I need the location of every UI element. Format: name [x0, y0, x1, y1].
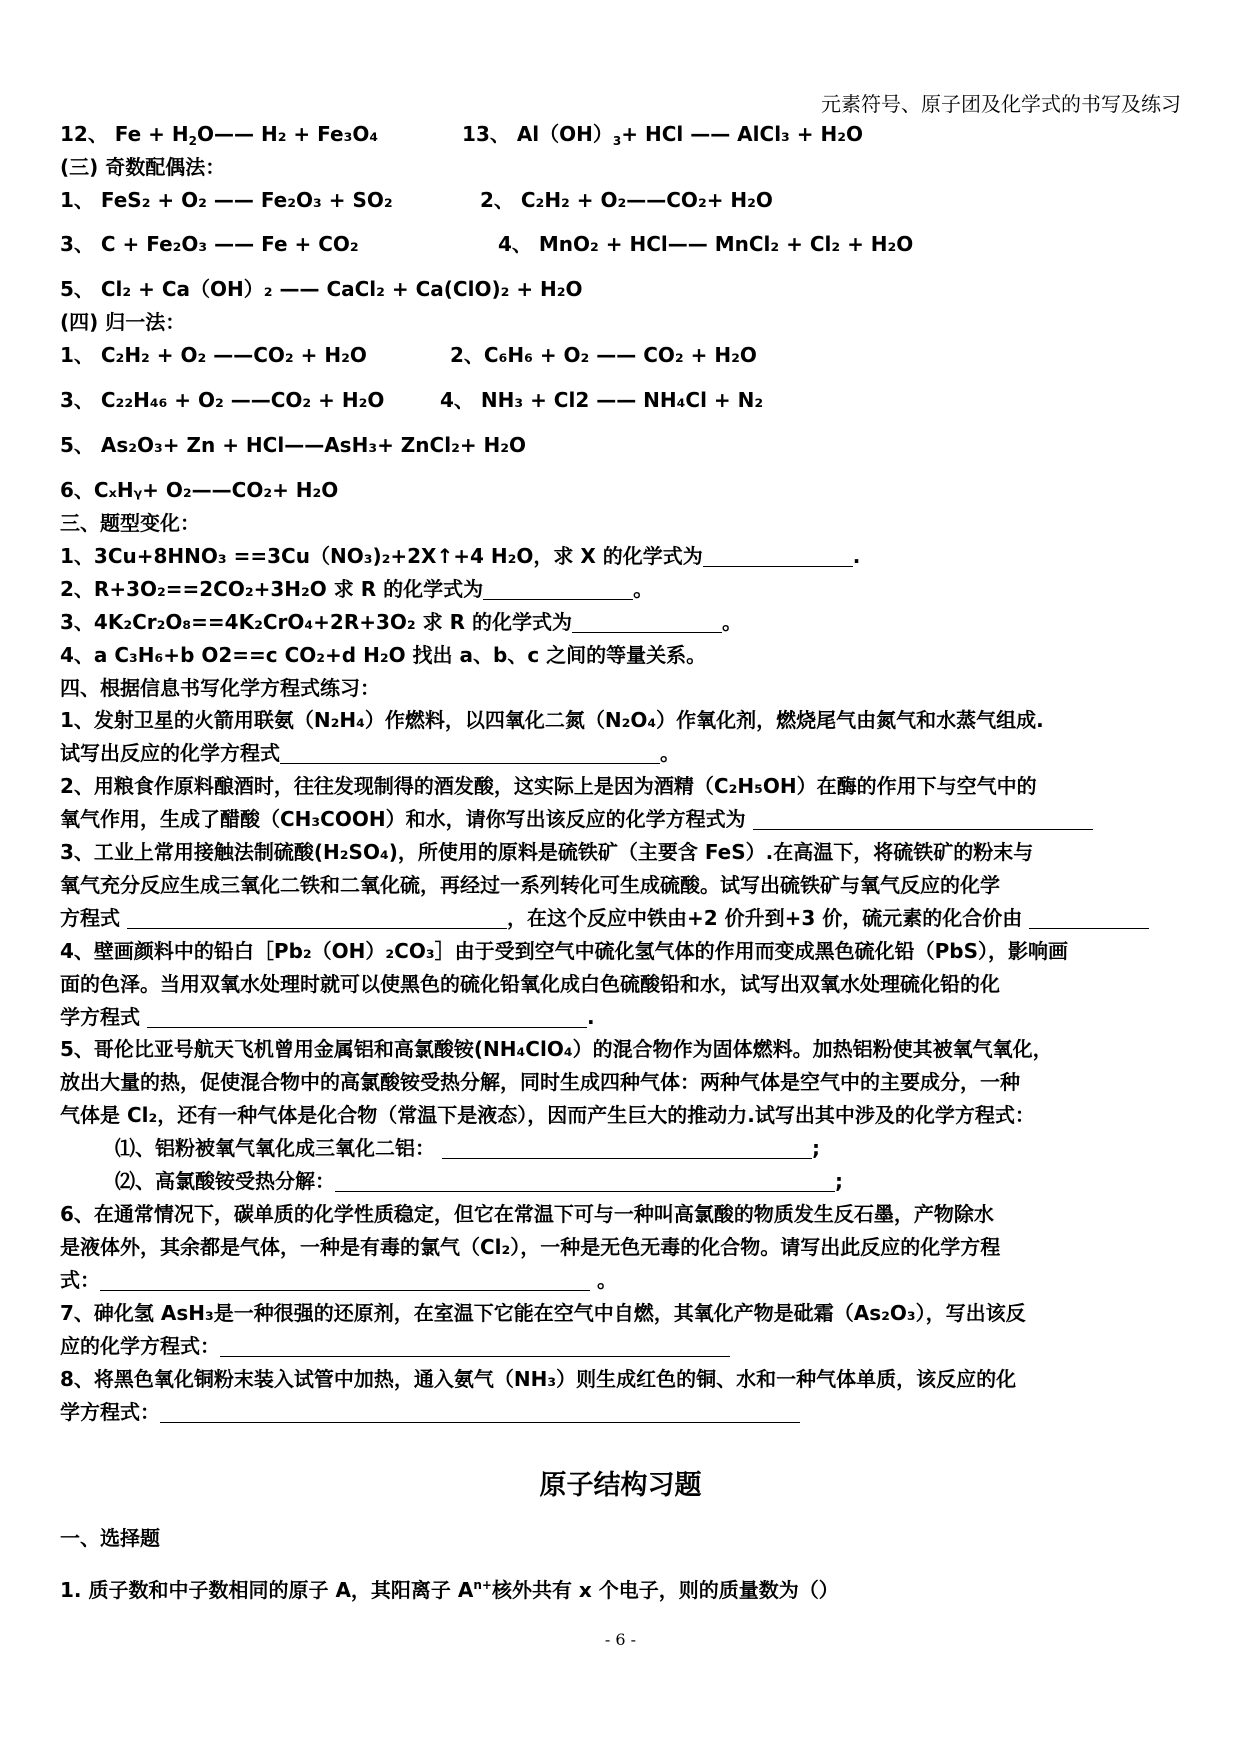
answer-blank[interactable]: [127, 908, 507, 929]
equation-line-12-13: 12、 $Fe + H_2O——$ H₂ + Fe₃O₄ 13、 $Al(OH)_3+$ HCl —— AlCl₃ + H₂O: [60, 122, 863, 148]
info-question-5: 5、哥伦比亚号航天飞机曾用金属铝和高氯酸铵(NH₄ClO₄）的混合物作为固体燃料。加热铝粉使其被氧气氧化， 放出大量的热，促使混合物中的高氯酸铵受热分解，同时生成四种气体：两种气体是空气中的主要成分，一种 气体是 Cl₂，还有一种气体是化合物（常温下是液态），因而产生巨大的推动力.试写出其中涉及的化学方程式： ⑴、铝粉被氧气氧化成三氧化二铝： ; ⑵、高氯酸铵受热分解： ;: [60, 1033, 1220, 1198]
eq-norm-3: 3、 C₂₂H₄₆ + O₂ ——CO₂ + H₂O: [60, 388, 385, 412]
running-header: 元素符号、原子团及化学式的书写及练习: [821, 92, 1181, 116]
page-number: - 6 -: [604, 1630, 637, 1649]
info-q6-line1: 6、在通常情况下，碳单质的化学性质稳定，但它在常温下可与一种叫高氯酸的物质发生反石墨，产物除水: [60, 1202, 994, 1226]
section-title: 原子结构习题: [539, 1470, 702, 1501]
eq-13-start: 13、 Al（OH）: [462, 122, 613, 146]
eq-12-start: 12、 Fe + H: [60, 122, 189, 146]
answer-blank[interactable]: [100, 1270, 590, 1291]
eq-odd-4: 4、 MnO₂ + HCl—— MnCl₂ + Cl₂ + H₂O: [498, 232, 914, 256]
answer-blank[interactable]: [442, 1138, 812, 1159]
info-q7-line1: 7、砷化氢 AsH₃是一种很强的还原剂，在室温下它能在空气中自燃，其氧化产物是砒霜（As₂O₃），写出该反: [60, 1301, 1026, 1325]
info-q4-line3: 学方程式: [60, 1005, 140, 1029]
section-variation: 三、题型变化：: [60, 511, 200, 535]
info-q1-line1: 1、发射卫星的火箭用联氨（N₂H₄）作燃料，以四氧化二氮（N₂O₄）作氧化剂，燃烧尾气由氮气和水蒸气组成.: [60, 708, 1044, 732]
variation-q4: 4、a C₃H₆+b O2==c CO₂+d H₂O 找出 a、b、c 之间的等量关系。: [60, 643, 707, 667]
answer-blank[interactable]: [1029, 908, 1149, 929]
eq-norm-2: 2、C₆H₆ + O₂ —— CO₂ + H₂O: [450, 343, 757, 367]
variation-q3-text: 3、4K₂Cr₂O₈==4K₂CrO₄+2R+3O₂ 求 R 的化学式为: [60, 610, 572, 634]
choice-question-1: [60, 1578, 839, 1602]
section-info-equations: 四、根据信息书写化学方程式练习：: [60, 676, 380, 700]
info-q4-line2: 面的色泽。当用双氧水处理时就可以使黑色的硫化铅氧化成白色硫酸铅和水，试写出双氧水处理硫化铅的化: [60, 972, 1000, 996]
section-odd-even: (三) 奇数配偶法：: [60, 155, 226, 179]
info-q5-line1: 5、哥伦比亚号航天飞机曾用金属铝和高氯酸铵(NH₄ClO₄）的混合物作为固体燃料。加热铝粉使其被氧气氧化，: [60, 1037, 1053, 1061]
info-q3-line2: 氧气充分反应生成三氧化二铁和二氧化硫，再经过一系列转化可生成硫酸。试写出硫铁矿与氧气反应的化学: [60, 873, 1000, 897]
info-q4-line1: 4、壁画颜料中的铅白［Pb₂（OH）₂CO₃］由于受到空气中硫化氢气体的作用而变成黑色硫化铅（PbS），影响画: [60, 939, 1068, 963]
info-q8-line1: 8、将黑色氧化铜粉末装入试管中加热，通入氨气（NH₃）则生成红色的铜、水和一种气体单质，该反应的化: [60, 1367, 1017, 1391]
answer-blank[interactable]: [335, 1171, 835, 1192]
info-q6-line3: 式：: [60, 1268, 100, 1292]
info-q3-line3b: ，在这个反应中铁由+2 价升到+3 价，硫元素的化合价由: [506, 906, 1023, 930]
answer-blank[interactable]: [483, 579, 633, 600]
variation-q2-text: 2、R+3O₂==2CO₂+3H₂O 求 R 的化学式为: [60, 577, 484, 601]
answer-blank[interactable]: [753, 809, 1093, 830]
eq-norm-1: 1、 C₂H₂ + O₂ ——CO₂ + H₂O: [60, 343, 367, 367]
eq-odd-5: 5、 Cl₂ + Ca（OH）₂ —— CaCl₂ + Ca(ClO)₂ + H₂O: [60, 277, 583, 301]
eq-norm-4: 4、 NH₃ + Cl2 —— NH₄Cl + N₂: [440, 388, 764, 412]
info-question-4: 4、壁画颜料中的铅白［Pb₂（OH）₂CO₃］由于受到空气中硫化氢气体的作用而变成黑色硫化铅（PbS），影响画 面的色泽。当用双氧水处理时就可以使黑色的硫化铅氧化成白色硫酸铅和水，试写出双氧水处理硫化铅的化 学方程式 .: [60, 935, 1220, 1034]
info-question-6: 6、在通常情况下，碳单质的化学性质稳定，但它在常温下可与一种叫高氯酸的物质发生反石墨，产物除水 是液体外，其余都是气体，一种是有毒的氯气（Cl₂），一种是无色无毒的化合物。请写出此反应的化学方程 式： 。: [60, 1198, 1220, 1297]
info-q3-line1: 3、工业上常用接触法制硫酸(H₂SO₄)，所使用的原料是硫铁矿（主要含 FeS）.在高温下，将硫铁矿的粉末与: [60, 840, 1034, 864]
info-q2-line2: 氧气作用，生成了醋酸（CH₃COOH）和水，请你写出该反应的化学方程式为: [60, 807, 746, 831]
answer-blank[interactable]: [160, 1402, 800, 1423]
choice-q1-text-end: 核外共有 x 个电子，则的质量数为（）: [491, 1578, 839, 1602]
choice-q1-text: 1. 质子数和中子数相同的原子 A，其阳离子 A: [60, 1578, 474, 1602]
answer-blank[interactable]: [703, 546, 853, 567]
info-question-3: [60, 836, 1220, 935]
variation-q1: 1、3Cu+8HNO₃ ==3Cu（NO₃)₂+2X↑+4 H₂O，求 X 的化学式为 .: [60, 544, 861, 568]
info-q8-line2: 学方程式：: [60, 1400, 160, 1424]
answer-blank[interactable]: [220, 1336, 730, 1357]
ion-charge: n+: [473, 1578, 492, 1592]
answer-blank[interactable]: [572, 612, 722, 633]
info-q5-sub1: ⑴、铝粉被氧气氧化成三氧化二铝：: [115, 1136, 435, 1160]
info-question-7: [60, 1297, 1220, 1363]
eq-13-rest: + HCl —— AlCl₃ + H₂O: [621, 122, 863, 146]
info-q5-sub2: ⑵、高氯酸铵受热分解：: [115, 1169, 335, 1193]
info-q6-line2: 是液体外，其余都是气体，一种是有毒的氯气（Cl₂），一种是无色无毒的化合物。请写出此反应的化学方程: [60, 1235, 1001, 1259]
variation-q2: 2、R+3O₂==2CO₂+3H₂O 求 R 的化学式为 。: [60, 577, 654, 601]
info-q1-line2: 试写出反应的化学方程式: [60, 741, 280, 765]
info-q2-line1: 2、用粮食作原料酿酒时，往往发现制得的酒发酸，这实际上是因为酒精（C₂H₅OH）在酶的作用下与空气中的: [60, 774, 1037, 798]
info-question-2: [60, 770, 1220, 836]
eq-odd-3: 3、 C + Fe₂O₃ —— Fe + CO₂: [60, 232, 359, 256]
info-q5-line2: 放出大量的热，促使混合物中的高氯酸铵受热分解，同时生成四种气体：两种气体是空气中的主要成分，一种: [60, 1070, 1020, 1094]
choice-heading: 一、选择题: [60, 1526, 160, 1550]
answer-blank[interactable]: [147, 1007, 587, 1028]
info-q3-line3: 方程式: [60, 906, 120, 930]
answer-blank[interactable]: [280, 743, 660, 764]
eq-norm-5: 5、 As₂O₃+ Zn + HCl——AsH₃+ ZnCl₂+ H₂O: [60, 433, 527, 457]
info-question-1: 1、发射卫星的火箭用联氨（N₂H₄）作燃料，以四氧化二氮（N₂O₄）作氧化剂，燃烧尾气由氮气和水蒸气组成. 试写出反应的化学方程式 。: [60, 704, 1220, 770]
info-q7-line2: 应的化学方程式：: [60, 1334, 220, 1358]
eq-odd-2: 2、 C₂H₂ + O₂——CO₂+ H₂O: [480, 188, 773, 212]
eq-norm-6: 6、CₓHᵧ+ O₂——CO₂+ H₂O: [60, 478, 339, 502]
eq-odd-1: 1、 FeS₂ + O₂ —— Fe₂O₃ + SO₂: [60, 188, 393, 212]
info-question-8: [60, 1363, 1220, 1429]
info-q5-line3: 气体是 Cl₂，还有一种气体是化合物（常温下是液态），因而产生巨大的推动力.试写出其中涉及的化学方程式：: [60, 1103, 1035, 1127]
variation-q3: 3、4K₂Cr₂O₈==4K₂CrO₄+2R+3O₂ 求 R 的化学式为 。: [60, 610, 742, 634]
variation-q1-text: 1、3Cu+8HNO₃ ==3Cu（NO₃)₂+2X↑+4 H₂O，求 X 的化学式为: [60, 544, 703, 568]
section-normalize: (四) 归一法：: [60, 310, 186, 334]
eq-12-rest: O—— H₂ + Fe₃O₄: [197, 122, 379, 146]
